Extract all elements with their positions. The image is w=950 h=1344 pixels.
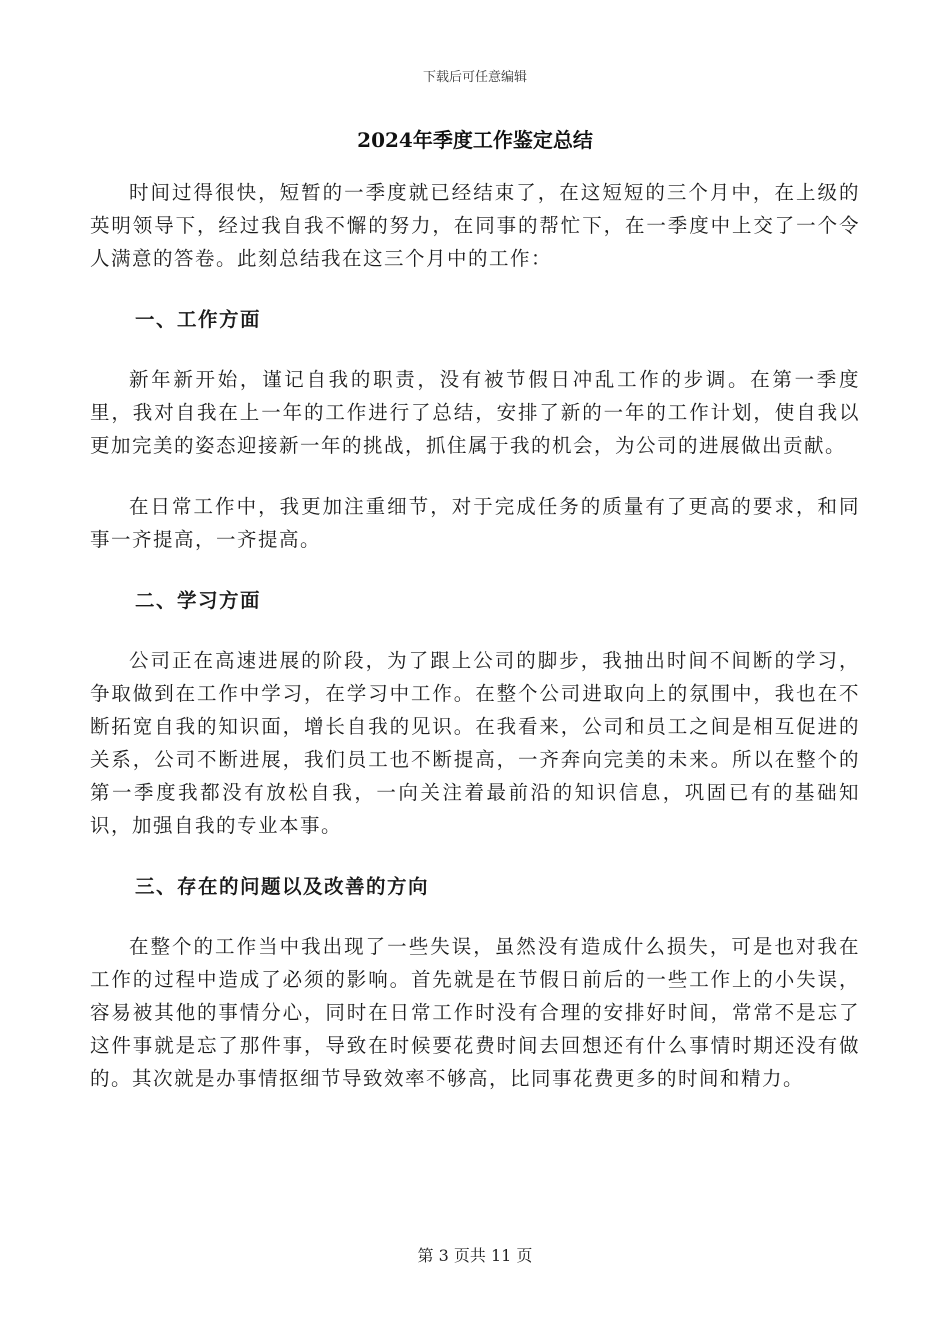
document-title: 2024年季度工作鉴定总结 bbox=[357, 128, 593, 152]
study-paragraph-1: 公司正在高速进展的阶段，为了跟上公司的脚步，我抽出时间不间断的学习，争取做到在工作中学习，在学习中工作。在整个公司进取向上的氛围中，我也在不断拓宽自我的知识面，增长自我的见识。在我看来，公司和员工之间是相互促进的关系，公司不断进展，我们员工也不断提高，一齐奔向完美的未来。所以在整个的第一季度我都没有放松自我，一向关注着最前沿的知识信息，巩固已有的基础知识，加强自我的专业本事。 bbox=[90, 649, 860, 837]
page-header: 下载后可任意编辑 bbox=[422, 70, 527, 85]
section-heading-work: 一、工作方面 bbox=[135, 308, 262, 331]
problems-paragraph-1: 在整个的工作当中我出现了一些失误，虽然没有造成什么损失，可是也对我在工作的过程中造成了必须的影响。首先就是在节假日前后的一些工作上的小失误，容易被其他的事情分心，同时在日常工作时没有合理的安排好时间，常常不是忘了这件事就是忘了那件事，导致在时候要花费时间去回想还有什么事情时期还没有做的。其次就是办事情抠细节导致效率不够高，比同事花费更多的时间和精力。 bbox=[90, 935, 860, 1090]
section-heading-study: 二、学习方面 bbox=[135, 589, 262, 612]
work-paragraph-1: 新年新开始，谨记自我的职责，没有被节假日冲乱工作的步调。在第一季度里，我对自我在上一年的工作进行了总结，安排了新的一年的工作计划，使自我以更加完美的姿态迎接新一年的挑战，抓住属于我的机会，为公司的进展做出贡献。 bbox=[90, 368, 860, 457]
page-footer: 第 3 页共 11 页 bbox=[417, 1246, 533, 1265]
document-body bbox=[90, 176, 860, 1095]
section-heading-problems: 三、存在的问题以及改善的方向 bbox=[135, 875, 430, 898]
work-paragraph-2: 在日常工作中，我更加注重细节，对于完成任务的质量有了更高的要求，和同事一齐提高，一齐提高。 bbox=[90, 495, 860, 551]
intro-paragraph: 时间过得很快，短暂的一季度就已经结束了，在这短短的三个月中，在上级的英明领导下，经过我自我不懈的努力，在同事的帮忙下，在一季度中上交了一个令人满意的答卷。此刻总结我在这三个月中的工作： bbox=[90, 181, 860, 270]
